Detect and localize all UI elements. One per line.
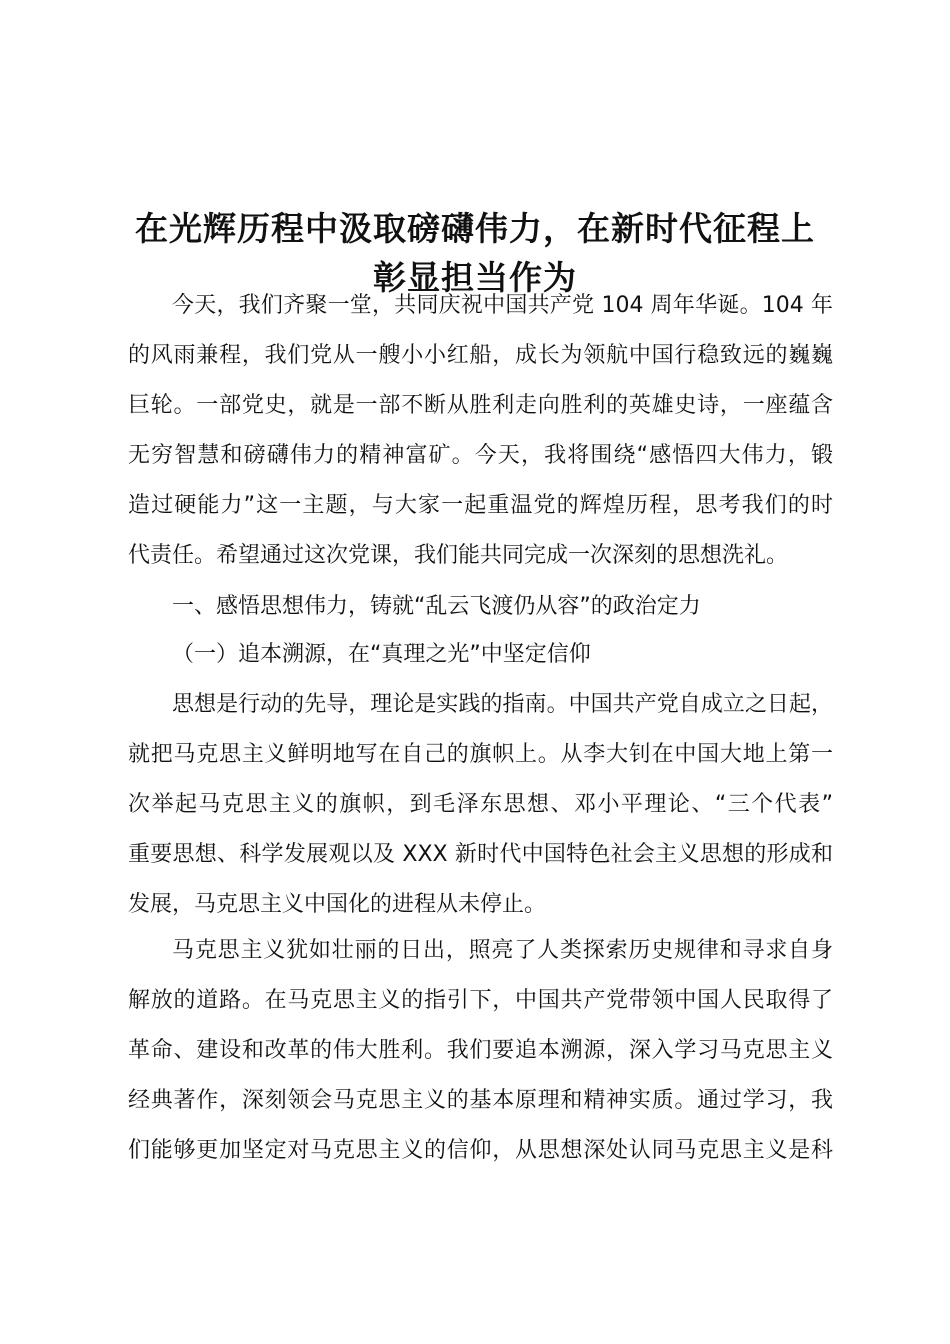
- paragraph-line: 今天，我们齐聚一堂，共同庆祝中国共产党 104 周年华诞。104 年: [172, 293, 833, 318]
- heading-text: 一、感悟思想伟力，铸就“乱云飞渡仍从容”的政治定力: [172, 594, 701, 619]
- paragraph-intro: [128, 281, 833, 581]
- title-line-2: 彰显担当作为: [373, 258, 577, 298]
- paragraph-line: 重要思想、科学发展观以及 XXX 新时代中国特色社会主义思想的形成和: [128, 842, 833, 867]
- paragraph-line: 们能够更加坚定对马克思主义的信仰，从思想深处认同马克思主义是科: [128, 1138, 833, 1163]
- paragraph-line: 代责任。希望通过这次党课，我们能共同完成一次深刻的思想洗礼。: [128, 543, 789, 568]
- paragraph-line: 就把马克思主义鲜明地写在自己的旗帜上。从李大钊在中国大地上第一: [128, 742, 833, 767]
- paragraph-marxism: [128, 926, 833, 1176]
- paragraph-line: 无穷智慧和磅礴伟力的精神富矿。今天，我将围绕“感悟四大伟力，锻: [128, 443, 833, 468]
- subsection-heading-1: [128, 630, 833, 680]
- paragraph-line: 革命、建设和改革的伟大胜利。我们要追本溯源，深入学习马克思主义: [128, 1038, 833, 1063]
- title-line-1: 在光辉历程中汲取磅礴伟力，在新时代征程上: [135, 209, 815, 249]
- paragraph-thought: [128, 680, 833, 930]
- paragraph-line: 解放的道路。在马克思主义的指引下，中国共产党带领中国人民取得了: [128, 988, 833, 1013]
- paragraph-line: 经典著作，深刻领会马克思主义的基本原理和精神实质。通过学习，我: [128, 1088, 833, 1113]
- paragraph-line: 次举起马克思主义的旗帜，到毛泽东思想、邓小平理论、“三个代表”: [128, 792, 833, 817]
- paragraph-line: 思想是行动的先导，理论是实践的指南。中国共产党自成立之日起，: [172, 692, 833, 717]
- paragraph-line: 的风雨兼程，我们党从一艘小小红船，成长为领航中国行稳致远的巍巍: [128, 343, 833, 368]
- paragraph-line: 造过硬能力”这一主题，与大家一起重温党的辉煌历程，思考我们的时: [128, 493, 833, 518]
- paragraph-line: 马克思主义犹如壮丽的日出，照亮了人类探索历史规律和寻求自身: [172, 938, 833, 963]
- paragraph-line: 巨轮。一部党史，就是一部不断从胜利走向胜利的英雄史诗，一座蕴含: [128, 393, 833, 418]
- heading-text: （一）追本溯源，在“真理之光”中坚定信仰: [172, 642, 591, 667]
- paragraph-line: 发展，马克思主义中国化的进程从未停止。: [128, 892, 547, 917]
- section-heading-1: [128, 582, 833, 632]
